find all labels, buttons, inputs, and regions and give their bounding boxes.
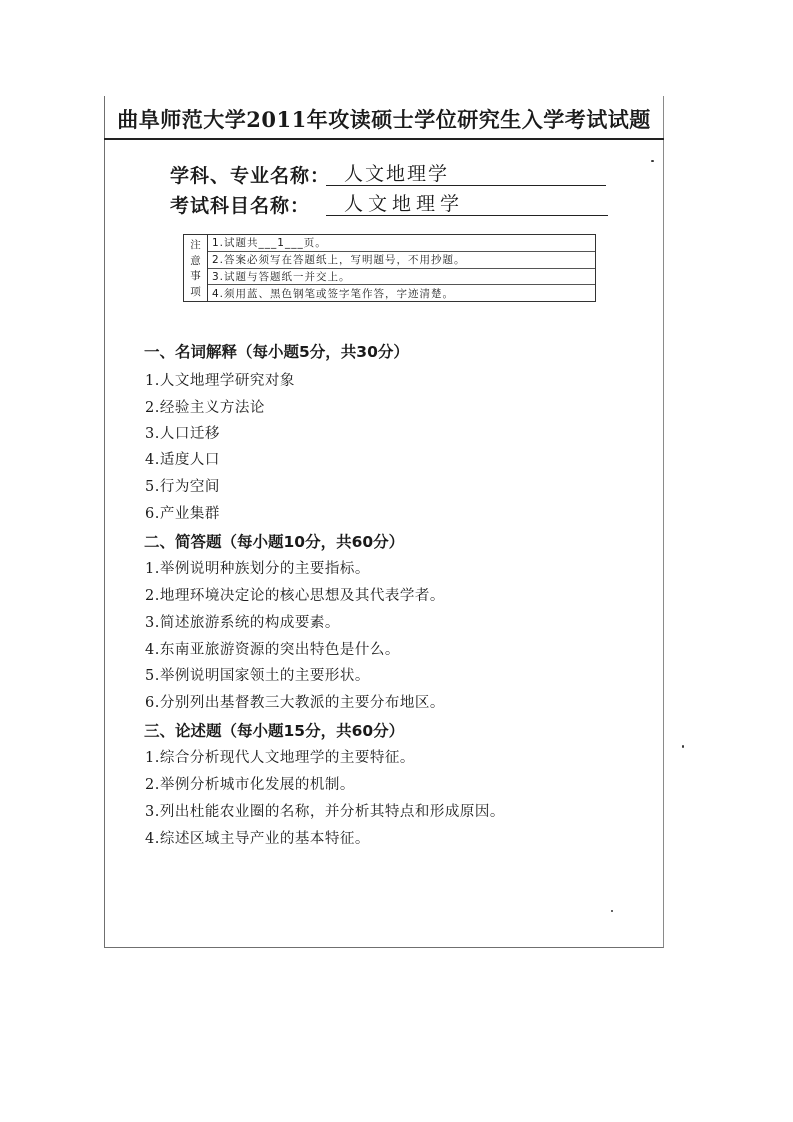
scan-speck: [682, 745, 684, 748]
question-item: 6.产业集群: [145, 506, 220, 522]
notes-header: [184, 235, 208, 301]
subject-value: 人文地理学: [326, 193, 608, 216]
note-line: 4.须用蓝、黑色钢笔或签字笔作答，字迹清楚。: [212, 287, 455, 300]
question-item: 5.举例说明国家领土的主要形状。: [145, 668, 370, 684]
notes-body: [208, 235, 595, 301]
question-item: 2.地理环境决定论的核心思想及其代表学者。: [145, 588, 445, 604]
notes-header-char: 事: [190, 270, 201, 283]
exam-title: 曲阜师范大学2011年攻读硕士学位研究生入学考试试题: [117, 107, 651, 132]
question-item: 1.综合分析现代人文地理学的主要特征。: [145, 750, 415, 766]
major-value: 人文地理学: [326, 163, 606, 186]
question-item: 4.东南亚旅游资源的突出特色是什么。: [145, 642, 400, 658]
title-rule: [104, 138, 664, 140]
major-label: 学科、专业名称：: [170, 165, 331, 187]
question-item: 4.适度人口: [145, 452, 220, 468]
note-line: 3.试题与答题纸一并交上。: [208, 269, 595, 286]
question-item: 5.行为空间: [145, 479, 220, 495]
note-line: 2.答案必须写在答题纸上，写明题号，不用抄题。: [208, 252, 595, 269]
subject-label: 考试科目名称：: [170, 195, 311, 217]
exam-notes-box: [183, 234, 596, 302]
question-item: 6.分别列出基督教三大教派的主要分布地区。: [145, 695, 445, 711]
section-heading: 三、论述题（每小题15分，共60分）: [144, 722, 405, 740]
scan-speck: [651, 160, 654, 162]
question-item: 1.举例说明种族划分的主要指标。: [145, 561, 370, 577]
question-item: 3.人口迁移: [145, 426, 220, 442]
section-heading: 一、名词解释（每小题5分，共30分）: [144, 343, 409, 361]
notes-header-char: 项: [190, 285, 201, 298]
section-heading: 二、简答题（每小题10分，共60分）: [144, 533, 405, 551]
question-item: 1.人文地理学研究对象: [145, 373, 295, 389]
notes-header-char: 注: [190, 239, 201, 252]
question-item: 2.经验主义方法论: [145, 400, 265, 416]
notes-header-char: 意: [190, 254, 201, 267]
question-item: 3.简述旅游系统的构成要素。: [145, 615, 340, 631]
scan-speck: [611, 910, 613, 912]
note-line: 1.试题共___1___页。: [208, 235, 595, 252]
question-item: 3.列出杜能农业圈的名称，并分析其特点和形成原因。: [145, 804, 505, 820]
question-item: 4.综述区域主导产业的基本特征。: [145, 831, 370, 847]
question-item: 2.举例分析城市化发展的机制。: [145, 777, 355, 793]
